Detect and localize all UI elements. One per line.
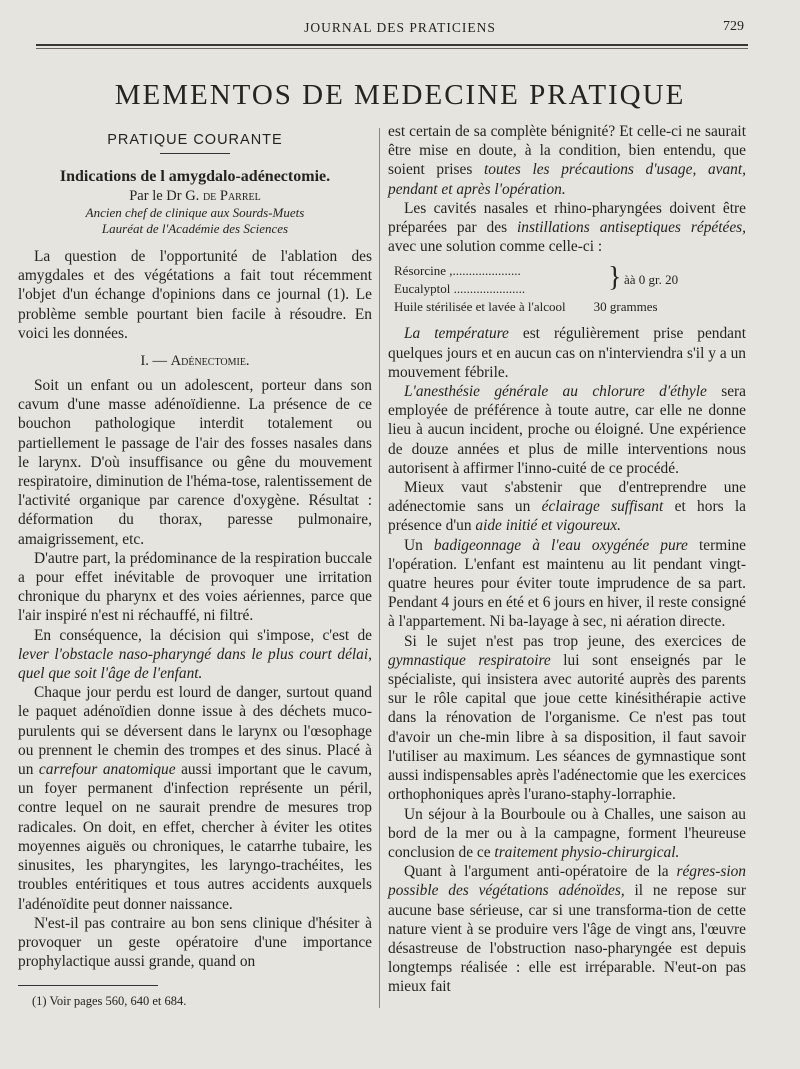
right-paragraph-2 (388, 324, 746, 382)
right-paragraph-1 (388, 199, 746, 257)
rp8-text-a: Quant à l'argument anti-opératoire de la (404, 863, 677, 881)
header-rule (36, 44, 748, 46)
formula-item-3: Huile stérilisée et lavée à l'alcool (394, 299, 566, 315)
paragraph-2: D'autre part, la prédominance de la respiration buccale a pour effet inévitable de provoquer une irritation chronique du pharynx et des voies aériennes, parce que l'air inspiré n'est ni réchauffé, ni filtré. (18, 549, 372, 625)
rp0-text: est certain de sa complète bénignité? Et celle-ci ne saurait être mise en doute, à la condition, bien entendu, que soient prises (388, 123, 746, 179)
rp1-text-b: avec une solution comme celle-ci : (388, 238, 603, 256)
formula-item-2: Eucalyptol ...................... (394, 281, 526, 297)
rubric-rule (160, 153, 230, 154)
paragraph-3 (18, 626, 372, 684)
rp2-text: est régulièrement prise pendant quelques jours et en aucun cas on n'interviendra s'il y a un mouvement fébrile. (388, 325, 746, 381)
rp3-text: sera employée de préférence à toute autre, car elle ne donne lieu à aucun incident, proche ou éloigné. Une expérience de douze années et plus de mille interventions nous autorisent à affirmer l'inno-cuité de ce procédé. (388, 383, 747, 477)
rp3-italic: L'anesthésie générale au chlorure d'éthyle (404, 383, 707, 401)
rp6-italic: gymnastique respiratoire (388, 651, 551, 669)
author-affiliation-2: Lauréat de l'Académie des Sciences (101, 221, 289, 236)
paragraph-5: N'est-il pas contraire au bon sens clinique d'hésiter à provoquer un geste opératoire d'une importance prophylactique aussi grande, quand on (18, 914, 372, 971)
p4-text-a: Chaque jour perdu est lourd de danger, surtout quand le paquet adénoïdien donne issue à des déchets muco-purulents qui se déversent dans le larynx ou l'œsophage ou prennent le chemin des trompes et des sinus. Placé à un (18, 684, 372, 779)
prescription-formula (394, 262, 746, 316)
rp7-text: Un séjour à la Bourboule ou à Challes, une saison au bord de la mer ou à la campagne, forment l'heureuse conclusion de ce (388, 805, 746, 861)
intro-paragraph: La question de l'opportunité de l'ablation des amygdales et des végétations a fait tout récemment l'objet d'un échange d'opinions dans ce journal (1). Le problème semble pourtant bien facile à résoudre. En voici les données. (18, 248, 372, 342)
subheading-adenectomie (18, 353, 372, 370)
rp4-text-a: Mieux vaut s'abstenir que d'entreprendre une adénectomie sans un (388, 479, 746, 516)
rp4-text-b: et hors la présence d'un (388, 498, 746, 535)
subheading-number: I. — (140, 353, 171, 370)
rp2-italic: La température (404, 325, 509, 343)
right-paragraph-4 (388, 478, 746, 536)
rp6-text-b: lui sont enseignés par le spécialiste, qui insistera avec autorité auprès des parents sur le rôle capital que joue cette kinésithérapie active dans la rénovation de l'organisme. Ce n'est pas tout d'avoir un che-min libre à sa disposition, il faut savoir l'utiliser au maximum. Les séances de gymnastique sont aussi indispensables après l'adénectomie que les exercices orthophoniques après l'urano-staphy-lorraphie. (388, 651, 746, 804)
formula-item-1: Résorcine ,..................... (394, 263, 521, 279)
rp5-text-a: Un (404, 536, 434, 554)
p4-text-b: aussi important que le cavum, un foyer permanent d'infection représente un péril, contre lequel on ne saurait prendre de mesures trop radicales. On doit, en effet, chercher à éviter les otites moyennes aiguës ou chroniques, le catarrhe tubaire, les sinusites, les pharyngites, les laryngo-trachéites, les troubles entéritiques et tous autres accidents auxquels l'adénoïdite peut donner naissance. (18, 761, 372, 913)
rp1-italic: instillations antiseptiques répétées, (517, 219, 747, 237)
page-number: 729 (723, 19, 744, 34)
subheading-text: Adénectomie. (170, 353, 250, 370)
right-paragraph-0 (388, 122, 746, 199)
rp6-text-a: Si le sujet n'est pas trop jeune, des exercices de (404, 632, 746, 650)
right-paragraph-5 (388, 536, 746, 632)
formula-brace: } (608, 262, 622, 294)
rp0-italic: toutes les précautions d'usage, avant, pendant et après l'opération. (388, 161, 746, 198)
p4-italic: carrefour anatomique (38, 761, 176, 779)
author-affiliation-1: Ancien chef de clinique aux Sourds-Muets (85, 205, 305, 220)
running-head (0, 18, 800, 40)
author-name: de Parrel (202, 188, 261, 204)
column-divider (379, 128, 380, 1008)
p3-text: En conséquence, la décision qui s'impose, c'est de (34, 626, 372, 644)
rp5-text-b: termine l'opération. L'enfant est maintenu au lit pendant vingt-quatre heures pour éviter toute imprudence de sa part. Pendant 4 jours en été et 6 jours en hiver, il reste consigné à l'appartement. Ni ba-layage à sec, ni aération directe. (388, 536, 746, 631)
article-author (18, 188, 372, 205)
footnote: (1) Voir pages 560, 640 et 684. (32, 994, 187, 1009)
section-title: MEMENTOS DE MEDECINE PRATIQUE (114, 79, 686, 112)
rp1-text-a: Les cavités nasales et rhino-pharyngées doivent être préparées par des (388, 199, 746, 237)
footnote-rule (18, 985, 158, 986)
rp4-italic: éclairage suffisant (541, 498, 664, 516)
formula-amount-2: 30 grammes (593, 299, 658, 315)
rp8-text-b: il ne repose sur aucune base sérieuse, car si une transforma-tion de cette nature vient à se produire vers l'âge de vingt ans, l'œuvre désastreuse de l'obstruction naso-pharyngée est depuis longtemps réalisée : elle est irréparable. N'eut-on pas mieux fait (388, 882, 746, 996)
paragraph-1: Soit un enfant ou un adolescent, porteur dans son cavum d'une masse adénoïdienne. La présence de ce bouchon pathologique interdit totalement ou partiellement le passage de l'air des fosses nasales dans le larynx. D'où insuffisance ou gêne du mouvement respiratoire, diminution de l'héma-tose, ralentissement de l'activité organique par carence d'oxygène. Résultat : déformation du thorax, paresse pulmonaire, amaigrissement, etc. (18, 377, 372, 548)
paragraph-4 (18, 683, 372, 913)
p3-italic: lever l'obstacle naso-pharyngé dans le plus court délai, quel que soit l'âge de l'enfant. (18, 645, 372, 683)
rp4-italic-2: aide initié et vigoureux. (475, 517, 621, 535)
right-paragraph-8 (388, 862, 746, 996)
rp7-italic: traitement physio-chirurgical. (494, 843, 680, 861)
running-title: JOURNAL DES PRATICIENS (304, 20, 496, 35)
right-column (388, 122, 746, 997)
header-rule-thin (36, 48, 748, 49)
rp8-italic: régres-sion possible des végétations adénoïdes, (388, 863, 746, 900)
article-title: Indications de l amygdalo-adénectomie. (59, 168, 331, 185)
author-prefix: Par le Dr G. (129, 188, 203, 204)
formula-amount-1: àà 0 gr. 20 (624, 272, 679, 288)
right-paragraph-3 (388, 382, 746, 478)
left-column (18, 122, 372, 1009)
rp5-italic: badigeonnage à l'eau oxygénée pure (433, 536, 688, 554)
right-paragraph-6 (388, 632, 746, 805)
right-paragraph-7 (388, 805, 746, 863)
rubric: PRATIQUE COURANTE (107, 132, 283, 148)
